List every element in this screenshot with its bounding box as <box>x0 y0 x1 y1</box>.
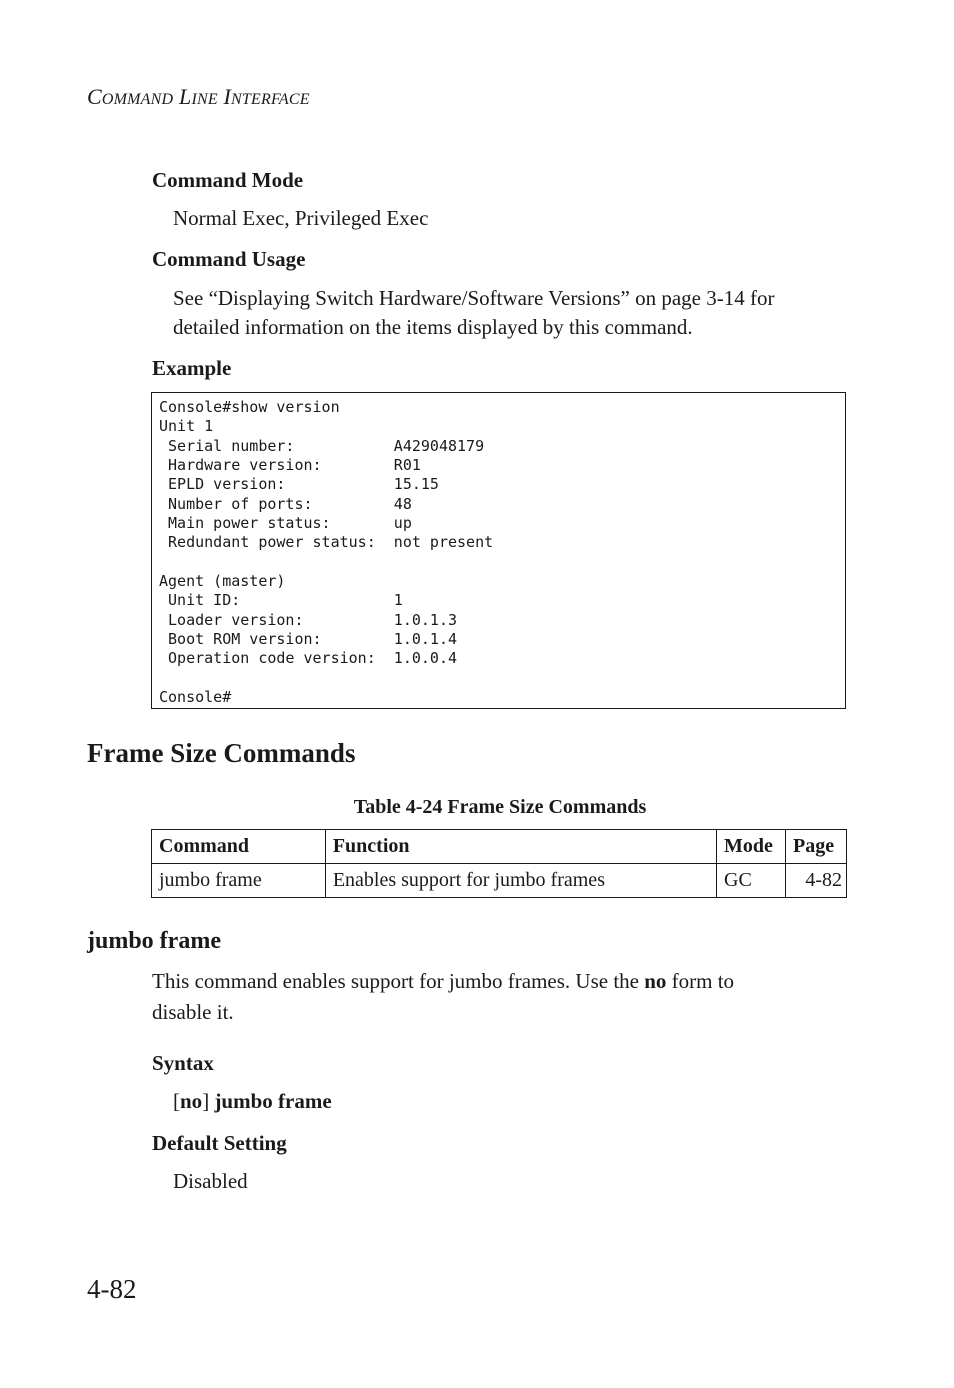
running-head: COMMAND LINE INTERFACE <box>87 84 310 109</box>
cell-function: Enables support for jumbo frames <box>325 864 716 898</box>
command-usage-heading: Command Usage <box>152 247 306 271</box>
jumbo-description-line-2: disable it. <box>152 1000 234 1024</box>
syntax-heading: Syntax <box>152 1051 214 1075</box>
header-page: Page <box>786 830 847 864</box>
table-header-row <box>152 830 847 864</box>
cell-mode: GC <box>717 864 786 898</box>
command-usage-line-2: detailed information on the items displayed by this command. <box>173 315 693 339</box>
example-heading: Example <box>152 356 232 380</box>
syntax-text: [no] jumbo frame <box>173 1089 332 1113</box>
section-title: Frame Size Commands <box>87 738 356 768</box>
command-usage-line-1: See “Displaying Switch Hardware/Software Versions” on page 3-14 for <box>173 286 775 310</box>
table-row <box>152 864 847 898</box>
default-setting-text: Disabled <box>173 1169 248 1193</box>
header-mode: Mode <box>717 830 786 864</box>
cell-command: jumbo frame <box>152 864 326 898</box>
page-number: 4-82 <box>87 1274 137 1304</box>
command-mode-heading: Command Mode <box>152 168 304 192</box>
frame-size-commands-table <box>151 829 847 898</box>
jumbo-frame-title: jumbo frame <box>87 928 221 954</box>
example-code: Console#show version Unit 1 Serial number: A429048179 Hardware version: R01 EPLD version: 15.15 Number of ports: 48 Main power status: up Redundant power status: not present Agent (master) Unit ID: 1 Loader version: 1.0.1.3 Boot ROM version: 1.0.1.4 Operation code version: 1.0.0.4 Console# <box>159 398 494 707</box>
header-function: Function <box>325 830 716 864</box>
jumbo-description-line-1: This command enables support for jumbo frames. Use the no form to <box>152 969 735 993</box>
table-caption: Table 4-24 Frame Size Commands <box>353 796 647 818</box>
default-setting-heading: Default Setting <box>152 1131 287 1155</box>
example-code-box <box>151 392 846 709</box>
command-mode-text: Normal Exec, Privileged Exec <box>173 206 429 230</box>
header-command: Command <box>152 830 326 864</box>
cell-page: 4-82 <box>786 864 847 898</box>
